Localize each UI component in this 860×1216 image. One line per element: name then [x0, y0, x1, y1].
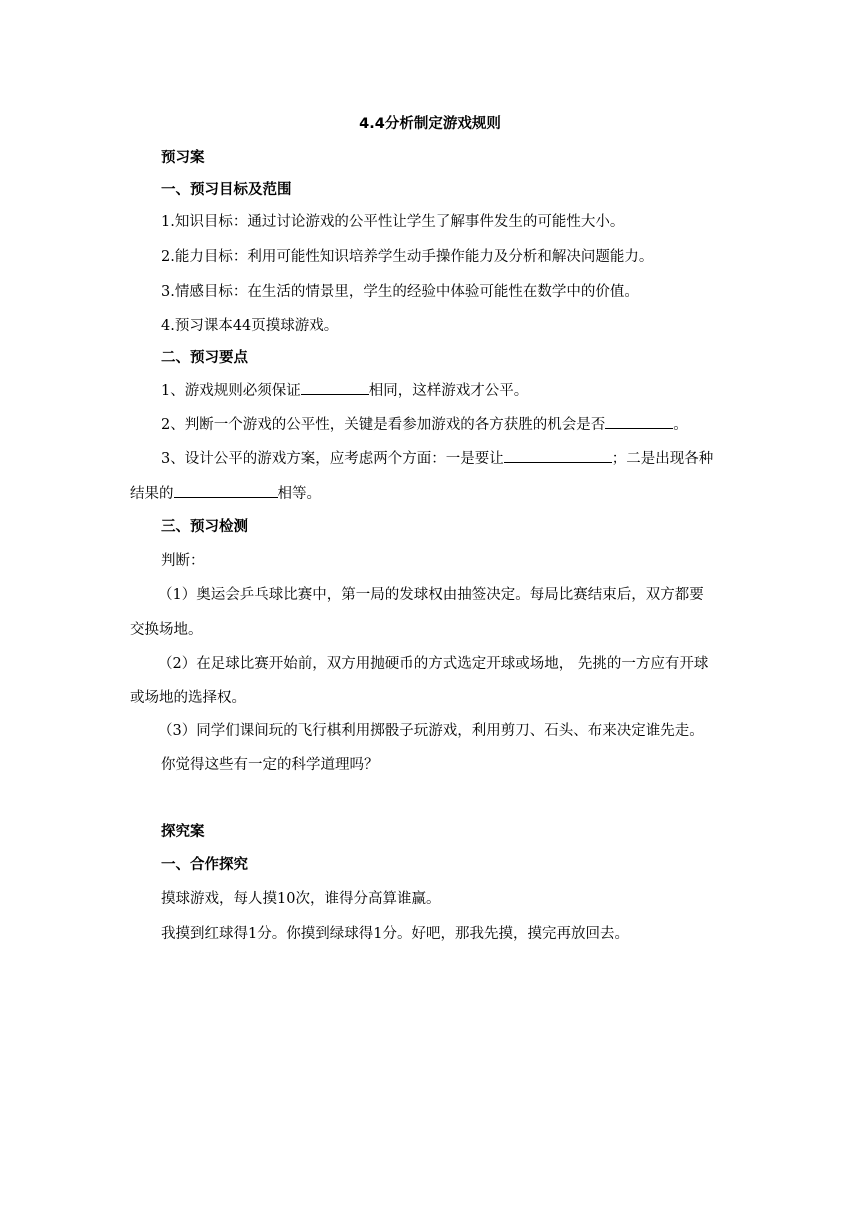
point-1-text-a: 1、游戏规则必须保证 [161, 383, 301, 399]
question-1-line-1: （1）奥运会乒乓球比赛中，第一局的发球权由抽签决定。每局比赛结束后，双方都要 [158, 587, 704, 603]
point-3-text-d: 相等。 [277, 486, 321, 502]
goals-heading: 一、预习目标及范围 [161, 182, 292, 198]
point-2 [161, 414, 688, 435]
point-3-line-1 [161, 448, 713, 469]
question-2-line-2: 或场地的选择权。 [130, 690, 246, 706]
goal-ability: 2.能力目标：利用可能性知识培养学生动手操作能力及分析和解决问题能力。 [161, 249, 654, 265]
question-3: （3）同学们课间玩的飞行棋利用掷骰子玩游戏，利用剪刀、石头、布来决定谁先走。 [158, 723, 704, 739]
question-2-line-1: （2）在足球比赛开始前，双方用抛硬币的方式选定开球或场地， 先挑的一方应有开球 [158, 656, 709, 672]
explore-game-dialogue: 我摸到红球得1分。你摸到绿球得1分。好吧，那我先摸，摸完再放回去。 [161, 926, 629, 942]
check-heading: 三、预习检测 [161, 519, 248, 535]
point-3-line-2 [130, 483, 321, 504]
point-2-text-b: 。 [673, 417, 688, 433]
point-3-text-c: 结果的 [130, 486, 174, 502]
question-1-line-2: 交换场地。 [130, 622, 203, 638]
point-2-text-a: 2、判断一个游戏的公平性，关键是看参加游戏的各方获胜的机会是否 [161, 417, 606, 433]
goal-emotion: 3.情感目标：在生活的情景里，学生的经验中体验可能性在数学中的价值。 [161, 284, 639, 300]
section-preview-heading: 预习案 [161, 150, 205, 166]
goal-knowledge: 1.知识目标：通过讨论游戏的公平性让学生了解事件发生的可能性大小。 [161, 214, 625, 230]
point-3-text-a: 3、设计公平的游戏方案，应考虑两个方面：一是要让 [161, 451, 504, 467]
points-heading: 二、预习要点 [161, 350, 248, 366]
cooperate-heading: 一、合作探究 [161, 857, 248, 873]
point-1-text-b: 相同，这样游戏才公平。 [368, 383, 529, 399]
document-title: 4.4分析制定游戏规则 [359, 116, 501, 132]
reflection-question: 你觉得这些有一定的科学道理吗？ [161, 757, 379, 773]
section-explore-heading: 探究案 [161, 824, 205, 840]
judge-label: 判断： [161, 553, 205, 569]
fill-blank[interactable] [504, 448, 612, 463]
goal-preview-range: 4.预习课本44页摸球游戏。 [161, 318, 339, 334]
fill-blank[interactable] [174, 483, 278, 498]
point-1 [161, 380, 528, 401]
fill-blank[interactable] [605, 414, 673, 429]
fill-blank[interactable] [301, 380, 369, 395]
point-3-text-b: ；二是出现各种 [611, 451, 714, 467]
explore-game-rule: 摸球游戏，每人摸10次，谁得分高算谁赢。 [161, 891, 441, 907]
